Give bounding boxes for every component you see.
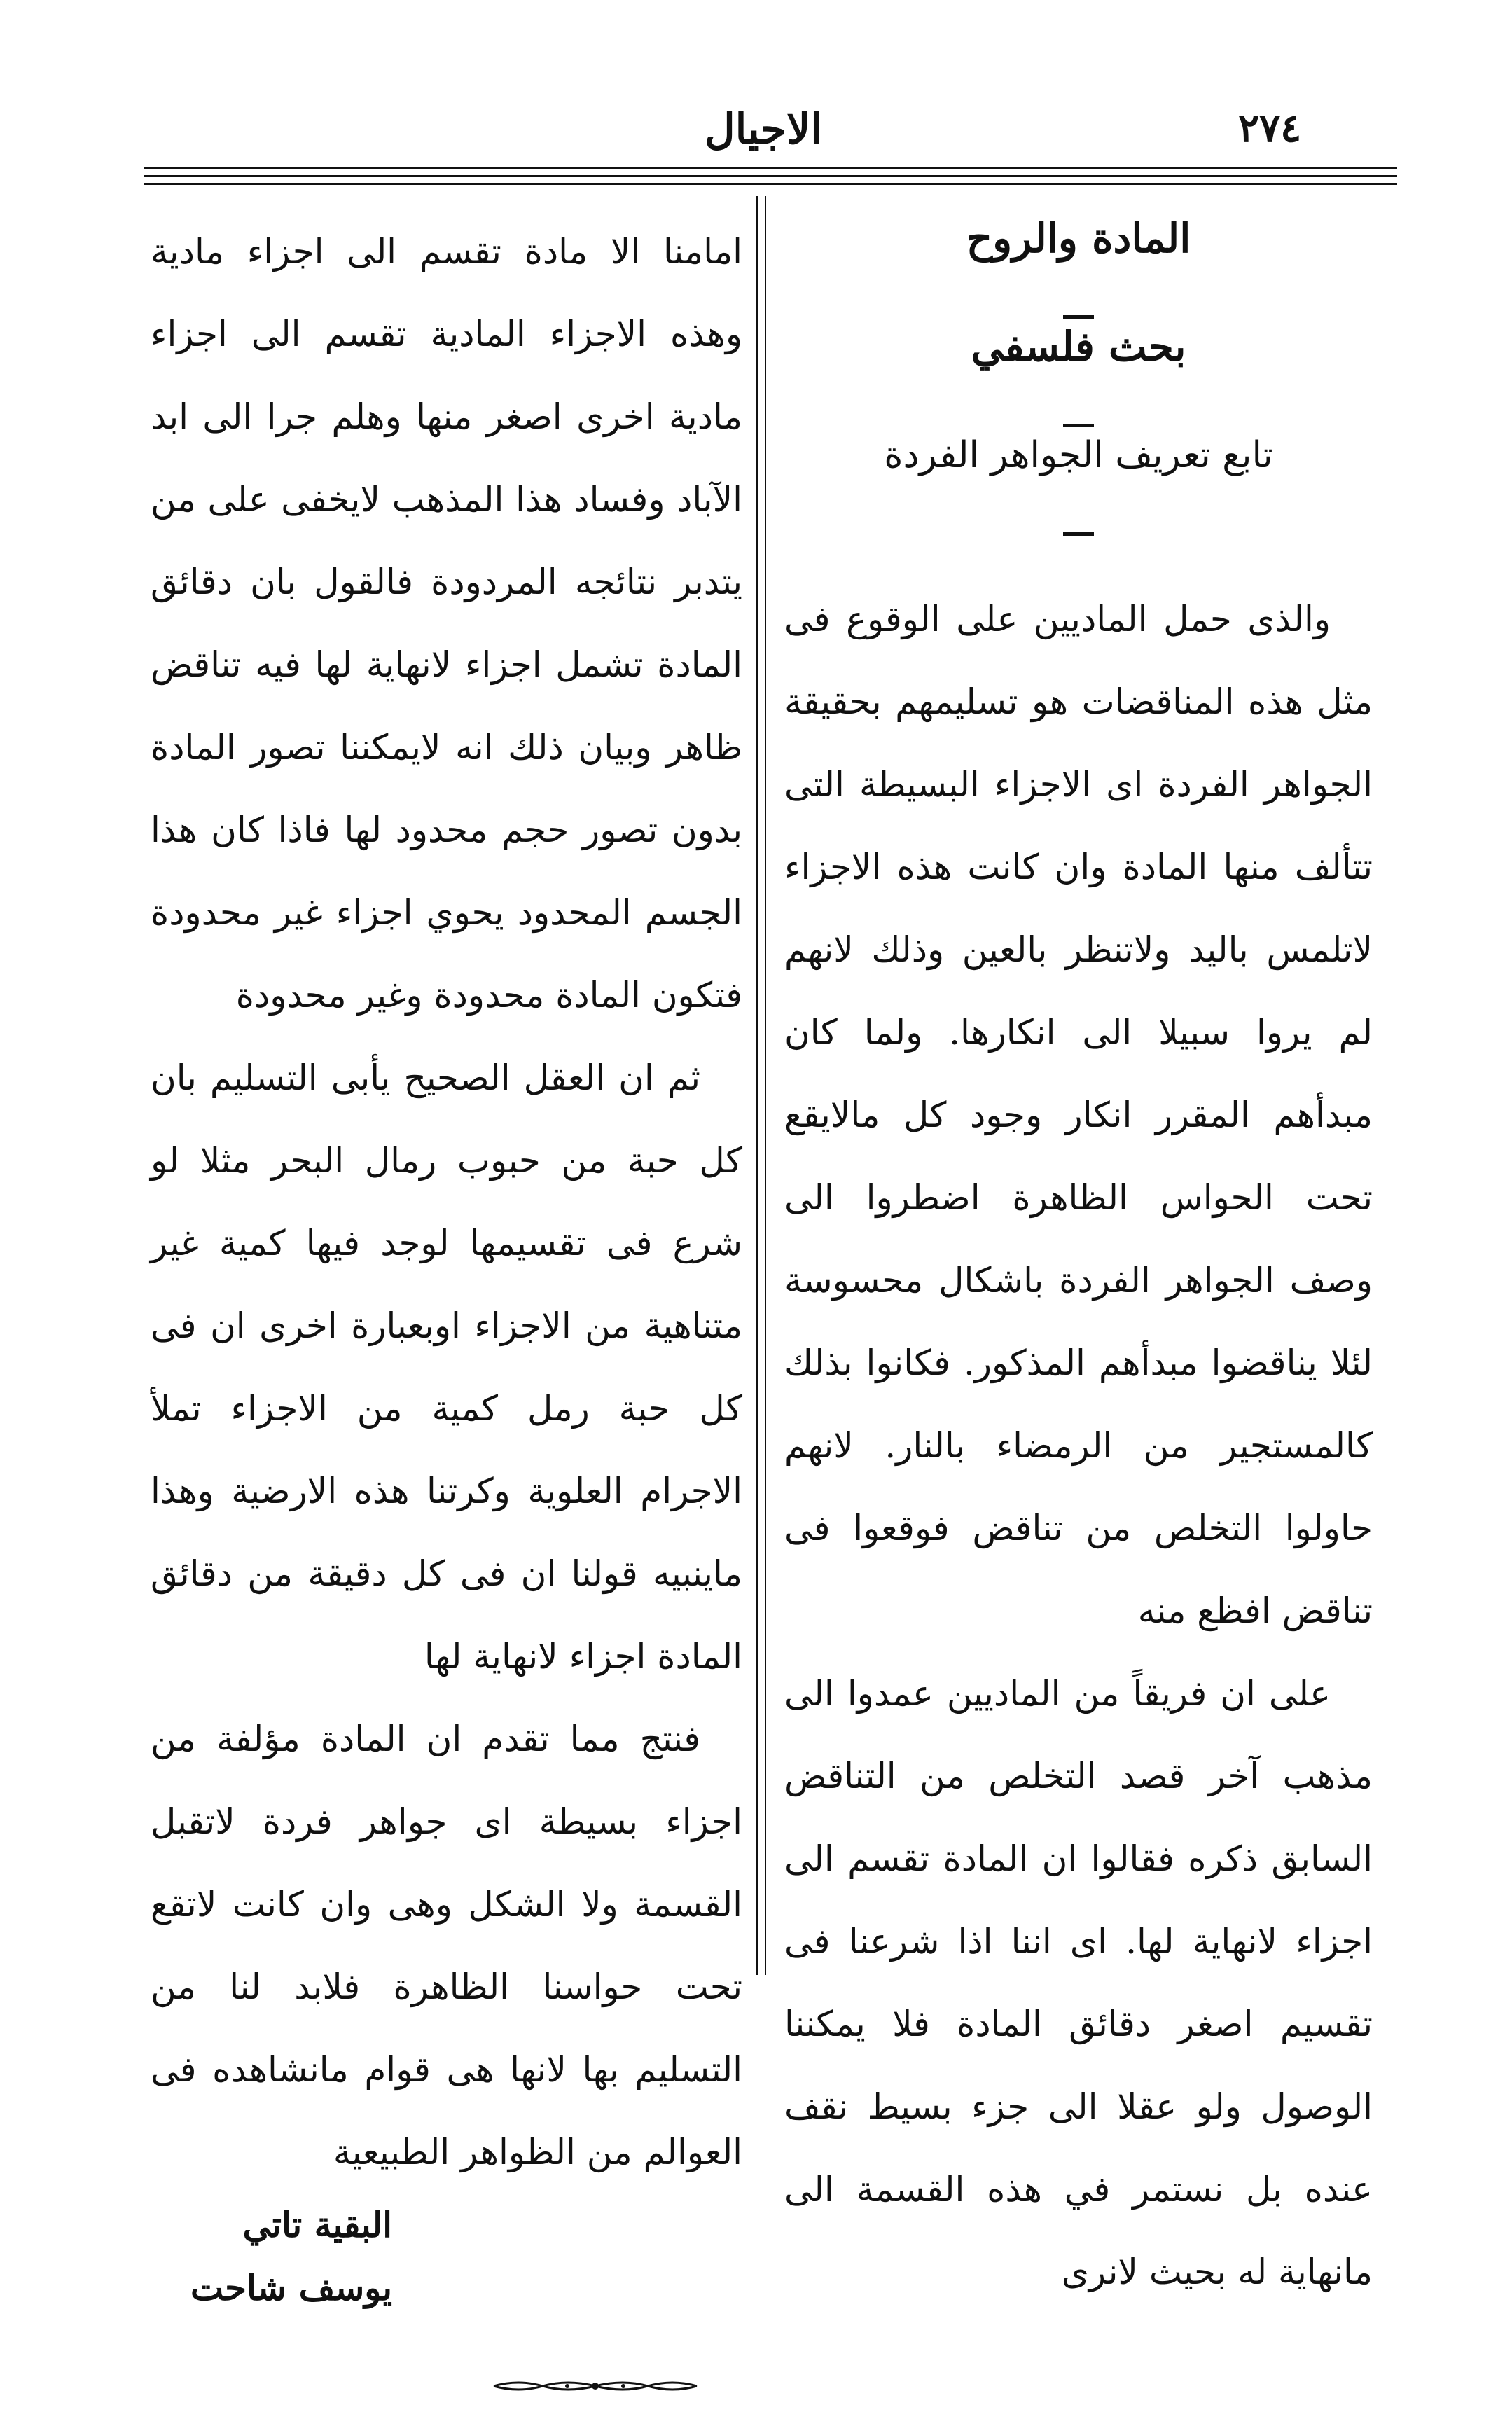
paragraph: والذى حمل الماديين على الوقوع فى مثل هذه المناقضات هو تسليمهم بحقيقة الجواهر الفردة اى الاجزاء البسيطة التى تتألف منها المادة وان كانت هذه الاجزاء لاتلمس باليد ولاتنظر بالعين وذلك لانهم لم يروا سبيلا الى انكارها. ولما كان مبدأهم المقرر انكار وجود كل مالايقع تحت الحواس الظاهرة اضطروا الى وصف الجواهر الفردة باشكال محسوسة لئلا يناقضوا مبدأهم المذكور. فكانوا بذلك كالمستجير من الرمضاء بالنار. لانهم حاولوا التخلص من تناقض فوقعوا فى تناقض افظع منه: [784, 599, 1373, 1631]
column-divider: [765, 196, 766, 1975]
paragraph: على ان فريقاً من الماديين عمدوا الى مذهب آخر قصد التخلص من التناقض السابق ذكره فقالوا ان المادة تقسم الى اجزاء لانهاية لها. اى اننا اذا شرعنا فى تقسيم اصغر دقائق المادة فلا يمكننا الوصول ولو عقلا الى جزء بسيط نقف عنده بل نستمر في هذه القسمة الى مانهاية له بحيث لانرى: [784, 1673, 1373, 2292]
header-rule: [144, 175, 1397, 177]
paragraph: فنتج مما تقدم ان المادة مؤلفة من اجزاء بسيطة اى جواهر فردة لاتقبل القسمة ولا الشكل وهى وان كانت لاتقع تحت حواسنا الظاهرة فلابد لنا من التسليم بها لانها هى قوام مانشاهده فى العوالم من الظواهر الطبيعية: [151, 1719, 742, 2172]
column-divider: [756, 196, 758, 1975]
article-title: المادة والروح: [966, 214, 1191, 262]
left-column: [151, 210, 742, 2426]
paragraph: امامنا الا مادة تقسم الى اجزاء مادية وهذه الاجزاء المادية تقسم الى اجزاء مادية اخرى اصغر منها وهلم جرا الى ابد الآباد وفساد هذا المذهب لايخفى على من يتدبر نتائجه المردودة فالقول بان دقائق المادة تشمل اجزاء لانهاية لها فيه تناقض ظاهر وبيان ذلك انه لايمكننا تصور المادة بدون تصور حجم محدود لها فاذا كان هذا الجسم المحدود يحوي اجزاء غير محدودة فتكون المادة محدودة وغير محدودة: [151, 231, 742, 1016]
title-dash: [1063, 532, 1094, 536]
continued-note: البقية تاتي: [242, 2204, 392, 2245]
running-title: الاجيال: [705, 105, 822, 154]
right-column: [784, 210, 1373, 2313]
ornament-divider: [490, 2376, 700, 2397]
article-subtitle: بحث فلسفي: [971, 323, 1186, 370]
header-rule: [144, 183, 1397, 185]
right-column-body: [784, 578, 1373, 2313]
paragraph: ثم ان العقل الصحيح يأبى التسليم بان كل حبة من حبوب رمال البحر مثلا لو شرع فى تقسيمها لوجد فيها كمية غير متناهية من الاجزاء اوبعبارة اخرى ان فى كل حبة رمل كمية من الاجزاء تملأ الاجرام العلوية وكرتنا هذه الارضية وهذا ماينبيه قولنا ان فى كل دقيقة من دقائق المادة اجزاء لانهاية لها: [151, 1058, 742, 1677]
header-rule: [144, 167, 1397, 169]
section-heading: تابع تعريف الجواهر الفردة: [884, 434, 1273, 476]
author-name: يوسف شاحت: [190, 2267, 392, 2308]
page-number: ٢٧٤: [1238, 105, 1302, 151]
